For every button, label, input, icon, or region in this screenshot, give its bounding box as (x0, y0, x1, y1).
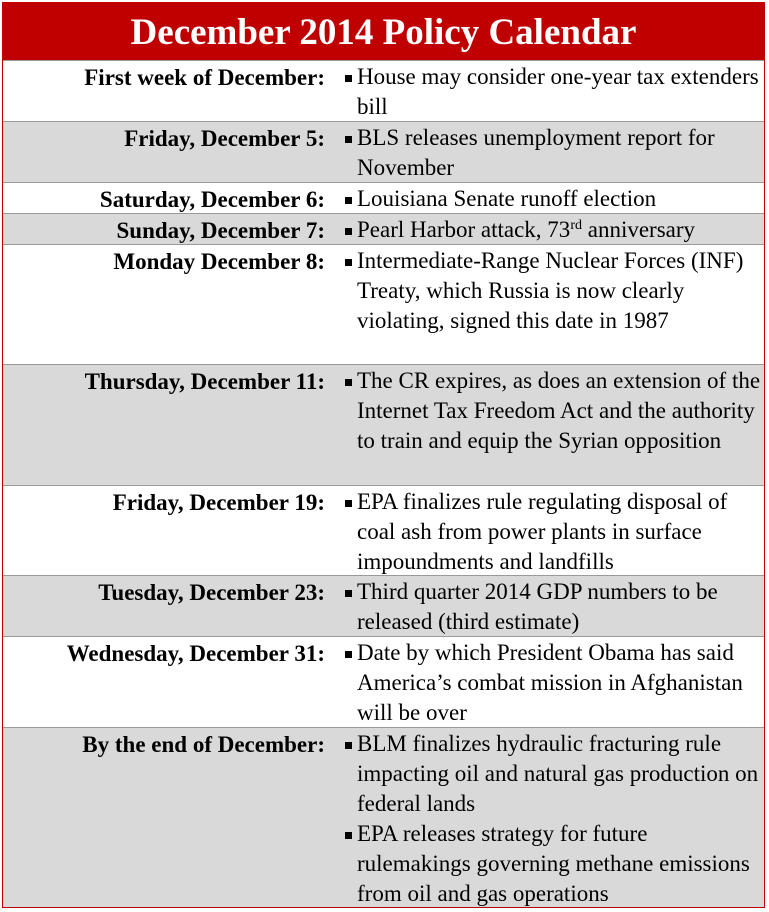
bullet-item (343, 215, 761, 245)
bullet-item (343, 62, 761, 122)
bullet-icon (345, 500, 352, 507)
bullet-item (343, 819, 761, 909)
bullet-icon (345, 832, 352, 839)
row-date: Friday, December 19: (112, 490, 325, 515)
bullet-icon (345, 259, 352, 266)
bullet-icon (345, 379, 352, 386)
row-date: Sunday, December 7: (116, 218, 325, 243)
bullet-item (343, 487, 761, 577)
row-date: First week of December: (84, 65, 325, 90)
bullet-icon (345, 228, 352, 235)
bullet-item (343, 729, 761, 819)
calendar-row (3, 636, 764, 727)
item-text: The CR expires, as does an extension of the Internet Tax Freedom Act and the authority to train and equip the Syrian opposition (357, 368, 761, 453)
bullet-icon (345, 197, 352, 204)
calendar-row (3, 575, 764, 636)
row-date: Thursday, December 11: (84, 369, 325, 394)
item-text: EPA finalizes rule regulating disposal of coal ash from power plants in surface impoundments and landfills (357, 489, 728, 574)
item-text: Date by which President Obama has said America’s combat mission in Afghanistan will be over (357, 640, 743, 725)
calendar-row (3, 364, 764, 485)
item-text: EPA releases strategy for future rulemakings governing methane emissions from oil and gas operations (357, 821, 750, 906)
bullet-item (343, 123, 761, 183)
bullet-icon (345, 651, 352, 658)
calendar-row (3, 60, 764, 121)
row-date: Tuesday, December 23: (98, 580, 325, 605)
item-text: Louisiana Senate runoff election (357, 186, 657, 211)
calendar-row (3, 213, 764, 244)
ordinal-suffix: rd (570, 218, 582, 233)
bullet-item (343, 638, 761, 728)
bullet-icon (345, 75, 352, 82)
row-date: Friday, December 5: (124, 126, 325, 151)
bullet-item (343, 366, 761, 456)
item-text: BLM finalizes hydraulic fracturing rule impacting oil and natural gas production on federal lands (357, 731, 759, 816)
row-date: By the end of December: (82, 732, 325, 757)
row-date: Saturday, December 6: (99, 187, 325, 212)
calendar-row (3, 727, 764, 907)
bullet-item (343, 246, 761, 336)
row-date: Monday December 8: (113, 249, 325, 274)
item-text: House may consider one-year tax extenders bill (357, 64, 759, 119)
row-date: Wednesday, December 31: (66, 641, 325, 666)
bullet-item (343, 577, 761, 637)
calendar-row (3, 244, 764, 364)
bullet-icon (345, 590, 352, 597)
bullet-icon (345, 742, 352, 749)
calendar-row (3, 182, 764, 213)
calendar-title: December 2014 Policy Calendar (3, 3, 764, 60)
policy-calendar-table (2, 2, 765, 908)
item-text: BLS releases unemployment report for November (357, 125, 715, 180)
item-text-rest: anniversary (581, 217, 696, 242)
bullet-icon (345, 136, 352, 143)
bullet-item (343, 184, 761, 214)
calendar-row (3, 121, 764, 182)
item-text: Third quarter 2014 GDP numbers to be released (third estimate) (357, 579, 718, 634)
calendar-row (3, 485, 764, 575)
item-text-main: Pearl Harbor attack, 73 (357, 217, 571, 242)
item-text: Intermediate-Range Nuclear Forces (INF) Treaty, which Russia is now clearly violating, signed this date in 1987 (357, 248, 744, 333)
